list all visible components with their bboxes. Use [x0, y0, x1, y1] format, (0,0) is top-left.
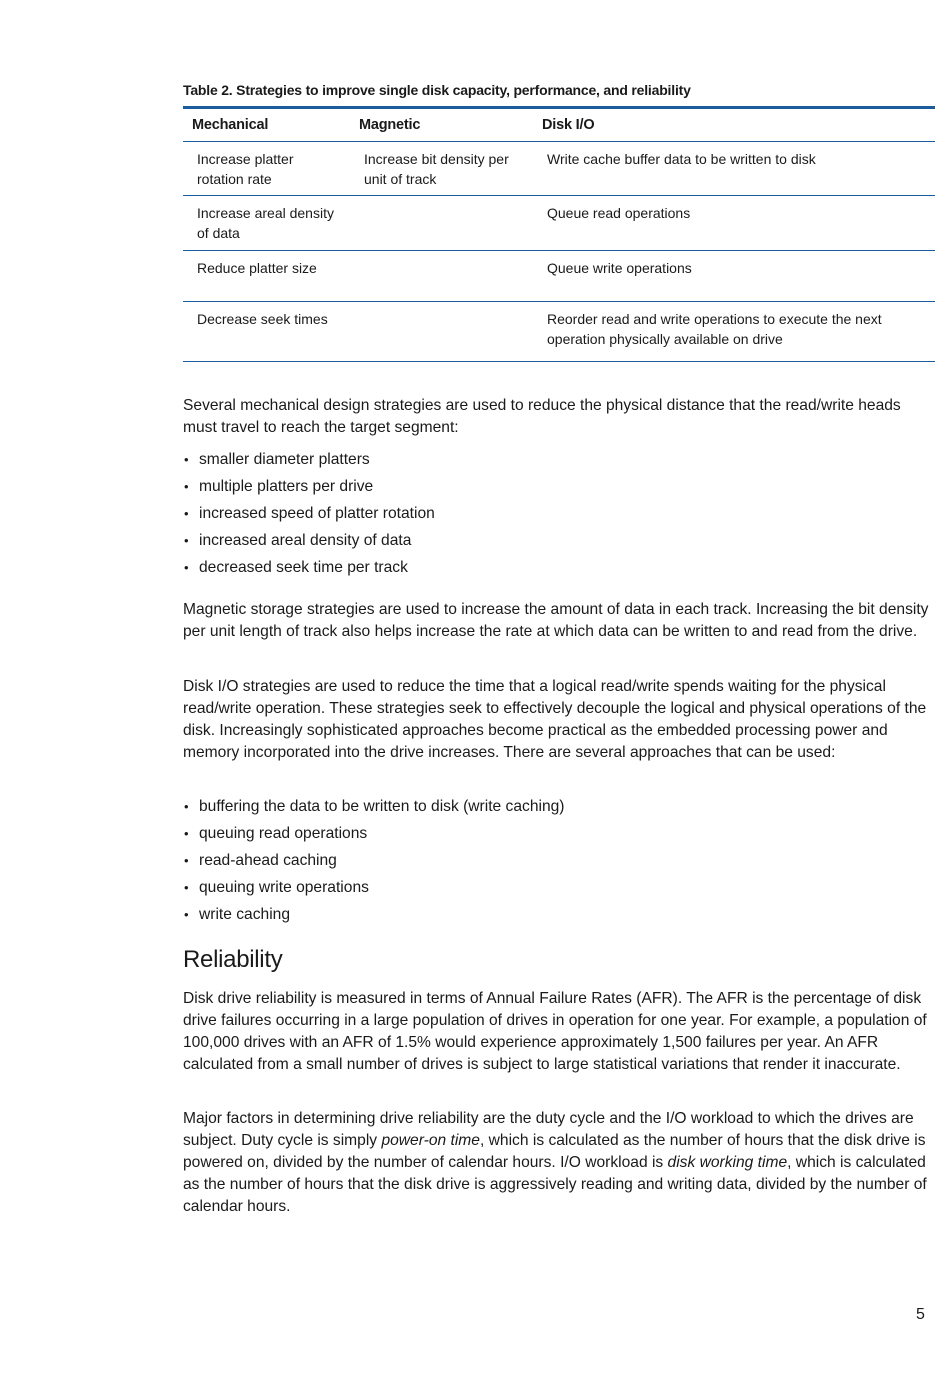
bullet-list-mechanical — [183, 446, 935, 581]
header-disk-io: Disk I/O — [542, 117, 595, 133]
list-item: • queuing read operations — [183, 820, 935, 847]
bullet-icon: • — [184, 799, 189, 814]
paragraph-reliability-2: Major factors in determining drive reliability are the duty cycle and the I/O workload to which the drives are subject. Duty cycle is simply power-on time, which is calculated as the number of hours that the disk drive is powered on, divided by the number of calendar hours. I/O workload is disk working time, which is calculated as the number of hours that the disk drive is aggressively reading and writing data, divided by the number of calendar hours. — [183, 1110, 927, 1215]
table-row — [183, 196, 935, 251]
table-row — [183, 142, 935, 196]
strategies-table — [183, 106, 935, 362]
table-row — [183, 251, 935, 302]
table-cell — [350, 251, 533, 302]
list-item: • increased areal density of data — [183, 527, 935, 554]
bullet-icon: • — [184, 533, 189, 548]
table-cell: Reorder read and write operations to execute the next operation physically available on drive — [547, 311, 882, 347]
bullet-icon: • — [184, 826, 189, 841]
table-cell: Queue write operations — [547, 260, 692, 276]
paragraph-reliability-1: Disk drive reliability is measured in terms of Annual Failure Rates (AFR). The AFR is the percentage of disk drive failures occurring in a large population of drives in operation for one year. For example, a population of 100,000 drives with an AFR of 1.5% would experience approximately 1,500 failures per year. An AFR calculated from a small number of drives is subject to large statistical variations that render it inaccurate. — [183, 990, 927, 1073]
section-heading-reliability: Reliability — [183, 946, 283, 973]
list-item: • write caching — [183, 901, 935, 928]
table-cell: Increase areal density of data — [197, 205, 334, 241]
list-item: • increased speed of platter rotation — [183, 500, 935, 527]
table-cell: Reduce platter size — [197, 260, 317, 276]
paragraph-disk-io: Disk I/O strategies are used to reduce the time that a logical read/write spends waiting for the physical read/write operation. These strategies seek to effectively decouple the logical and physical operations of the disk. Increasingly sophisticated approaches become practical as the embedded processing power and memory incorporated into the drive increases. There are several approaches that can be used: — [183, 678, 927, 761]
term-disk-working-time: disk working time — [667, 1154, 788, 1171]
table-cell: Decrease seek times — [197, 311, 328, 327]
table-cell — [350, 302, 533, 362]
table-cell: Increase bit density per unit of track — [364, 151, 509, 187]
list-item: • multiple platters per drive — [183, 473, 935, 500]
bullet-icon: • — [184, 853, 189, 868]
bullet-icon: • — [184, 479, 189, 494]
table-cell: Increase platter rotation rate — [197, 151, 294, 187]
header-mechanical: Mechanical — [192, 117, 269, 133]
list-item: • read-ahead caching — [183, 847, 935, 874]
table-row — [183, 302, 935, 362]
list-item: • smaller diameter platters — [183, 446, 935, 473]
table-cell: Queue read operations — [547, 205, 691, 221]
list-item: • queuing write operations — [183, 874, 935, 901]
term-power-on-time: power-on time — [381, 1132, 480, 1149]
list-item: • buffering the data to be written to disk (write caching) — [183, 793, 935, 820]
paragraph-mechanical: Several mechanical design strategies are used to reduce the physical distance that the read/write heads must travel to reach the target segment: — [183, 397, 901, 436]
page-number: 5 — [916, 1306, 925, 1323]
bullet-icon: • — [184, 560, 189, 575]
bullet-icon: • — [184, 452, 189, 467]
header-magnetic: Magnetic — [359, 117, 421, 133]
paragraph-magnetic: Magnetic storage strategies are used to increase the amount of data in each track. Increasing the bit density per unit length of track also helps increase the rate at which data can be written to and read from the drive. — [183, 601, 929, 640]
table-header-row — [183, 108, 935, 142]
bullet-icon: • — [184, 907, 189, 922]
table-cell — [350, 196, 533, 251]
list-item: • decreased seek time per track — [183, 554, 935, 581]
table-caption: Table 2. Strategies to improve single disk capacity, performance, and reliability — [183, 82, 691, 98]
bullet-icon: • — [184, 506, 189, 521]
table-cell: Write cache buffer data to be written to disk — [547, 151, 816, 167]
bullet-icon: • — [184, 880, 189, 895]
bullet-list-disk-io — [183, 793, 935, 928]
